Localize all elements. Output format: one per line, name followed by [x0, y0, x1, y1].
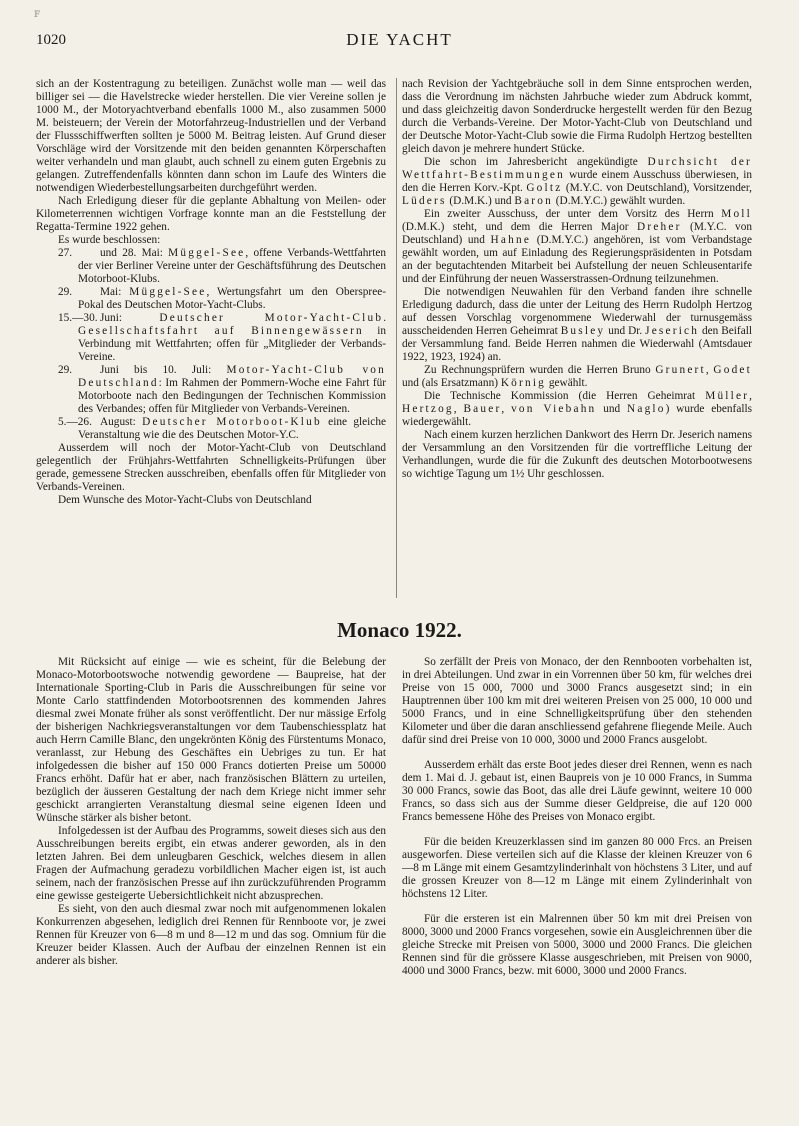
paragraph: nach Revision der Yachtgebräuche soll in dem Sinne entsprochen werden, dass die Verordnung im nächsten Jahrbuche wieder zum Abdruck kommt, und dass gleichzeitig davon Sonderdrucke hergestellt werden für den Bezug durch die Verbands-Vereine. Der Motor-Yacht-Club von Deutschland und der Deutsche Motor-Yacht-Club sowie die Firma Rudolph Hertzog bestellten gleich davon je mehrere hundert Stücke. — [402, 78, 752, 155]
text: eine gleiche Veranstaltung wie die des Deutschen Motor-Y.C. — [78, 416, 386, 441]
text: ) wurde ebenfalls wiedergewählt. — [402, 403, 753, 428]
person-name: Dreher — [637, 221, 682, 233]
article1-left-column — [36, 78, 386, 507]
margin-mark: ꜰ — [34, 6, 41, 20]
paragraph: sich an der Kostentragung zu beteiligen. Zunächst wolle man — weil das billiger sei — die Havelstrecke wieder herstellen. Die vier Vereine sollen je 1000 M., der Motoryachtverband ebenfalls 1000 M., also zusammen 5000 M. beisteuern; der Verein der Motorfahrzeug-Industriellen und der Verband der Flussschiffwerften sollten je 5000 M. Beitrag leisten. Auf Grund dieser Vorschläge wird der Vorsitzende mit den beiden genannten Körperschaften weiter verhandeln und man glaubt, auch schnell zu einem guten Ergebnis zu gelangen. Zutreffendenfalls könnten dann schon im Laufe des Winters die notwendigen Wiederbestellungsarbeiten durchgeführt werden. — [36, 78, 386, 194]
regatta-date: 15.—30. — [58, 312, 98, 324]
person-name: Müller — [705, 390, 750, 402]
text: wurde einem Ausschuss überwiesen, in den die Herren Korv.-Kpt. — [402, 169, 752, 194]
person-name: von Viebahn — [511, 403, 597, 415]
person-name: Hertzog — [402, 403, 454, 415]
text: gewählt. — [546, 377, 588, 389]
text: (M.Y.C. von Deutschland) und — [402, 221, 752, 246]
person-name: Busley — [560, 325, 606, 337]
article2-right-column — [402, 656, 752, 978]
paragraph: Infolgedessen ist der Aufbau des Programms, soweit dieses sich aus den Ausschreibungen bereits ergibt, ein etwas anderer geworden, als in den letzten Jahren. Bei dem unleugbaren Geschick, welches diesem in allen Fragen der Aufmachung geradezu vorbildlichen Macher eigen ist, ist auch seinem, nach der französischen Presse auf ihn zurückzuführenden Programm eine gewisse gesteigerte Uebersichtlichkeit nicht abzusprechen. — [36, 825, 386, 902]
paragraph: Es wurde beschlossen: — [58, 234, 161, 246]
text: und Dr. — [605, 325, 646, 337]
text: Die schon im Jahresbericht angekündigte — [424, 156, 648, 168]
page-number: 1020 — [36, 32, 66, 48]
paragraph: Nach Erledigung dieser für die geplante Abhaltung von Meilen- oder Kilometerrennen wichtigen Vorfrage konnte man an die Feststellung der Regatta-Termine 1922 gehen. — [36, 195, 386, 233]
regatta-item — [36, 286, 386, 312]
regatta-item — [36, 364, 386, 416]
person-name: Jeserich — [645, 325, 700, 337]
event-name: Gesellschaftsfahrt auf Binnengewässern — [78, 325, 364, 337]
text: : Im Rahmen der Pommern-Woche eine Fahrt für Motorboote nach den Bedingungen der Technischen Kommission des Verbandes; offen für Mitglieder von Verbands-Vereinen. — [78, 377, 386, 415]
text: Zu Rechnungsprüfern wurden die Herren Bruno — [424, 364, 656, 376]
text: , — [749, 390, 752, 402]
text: (D.M.K.) und — [446, 195, 515, 207]
paragraph: Für die ersteren ist ein Malrennen über 50 km mit drei Preisen von 8000, 3000 und 2000 Francs vorgesehen, sowie ein Ausgleichrennen über die gleiche Strecke mit Preisen von 5000, 3000 und 2000 Francs. Die gleichen Rennen sind für die grössere Klasse ausgeschrieben, mit Preisen von 9000, 4000 und 3000 Francs, bezw. mit 6000, 3000 und 2000 Francs. — [402, 913, 752, 977]
club-name: Deutscher Motorboot-Klub — [142, 416, 322, 428]
regatta-item — [36, 312, 386, 364]
paragraph: Für die beiden Kreuzerklassen sind im ganzen 80 000 Frcs. an Preisen ausgeworfen. Diese verteilen sich auf die Klasse der kleinen Kreuzer von 6—8 m Länge mit einem Gesamtzylinderinhalt von höchstens 3 Liter, und auf die grossen Kreuzer von 8—12 m Länge mit einem Zylinderinhalt von höchstens 12 Liter. — [402, 836, 752, 900]
text: . — [383, 312, 387, 324]
club-name: Deutscher Motor-Yacht-Club — [159, 312, 384, 324]
venue-name: Müggel-See — [129, 286, 207, 298]
text: und 28. Mai: — [100, 247, 169, 259]
person-name: Godet — [713, 364, 752, 376]
paragraph — [402, 364, 752, 390]
person-name: Hahne — [490, 234, 532, 246]
regatta-date: 5.—26. — [58, 416, 92, 428]
text: und (als Ersatzmann) — [402, 377, 501, 389]
paragraph: Nach einem kurzen herzlichen Dankwort des Herrn Dr. Jeserich namens der Versammlung an den Vorsitzenden für die vortreffliche Leitung der Verhandlungen, wurde die für die Zukunft des deutschen Motorbootwesens so wichtige Tagung um 1½ Uhr geschlossen. — [402, 429, 752, 480]
person-name: Baron — [514, 195, 553, 207]
text: Juni: — [100, 312, 160, 324]
paragraph: Dem Wunsche des Motor-Yacht-Clubs von Deutschland — [58, 494, 312, 506]
text: in Verbindung mit Wettfahrten; offen für „Mitglieder der Verbands-Vereine. — [78, 325, 386, 363]
person-name: Lüders — [402, 195, 447, 207]
person-name: Körnig — [500, 377, 547, 389]
text: , Wertungsfahrt um den Oberspree-Pokal des Deutschen Motor-Yacht-Clubs. — [78, 286, 386, 311]
column-divider — [396, 78, 397, 598]
text: und — [596, 403, 627, 415]
person-name: Grunert — [655, 364, 706, 376]
text: (M.Y.C. von Deutschland), Vorsitzender, — [562, 182, 752, 194]
paragraph: Mit Rücksicht auf einige — wie es scheint, für die Belebung der Monaco-Motorbootswoche notwendig gewordene — Baupreise, hat der Internationale Sporting-Club in Paris die Ausschreibungen für seine vor Monte Carlo stattfindenden Motorbootsrennen des kommenden Jahres diesmal zwei Monate früher als sonst veröffentlicht. Der nur mässige Erfolg der bisherigen Nachkriegsveranstaltungen vor dem Taubenschiessplatz hat auch Herrn Camille Blanc, den ungekrönten König des Fürstentums Monaco, veranlasst, zur Hebung des Geschäftes ein Uebriges zu tun. Er hat infolgedessen die bisher auf 150 000 Francs dotierten Preise um 50000 Francs erhöht. Dafür hat er aber, nach französischen Blättern zu urteilen, bezüglich der äusseren Gestaltung der nach dem Kriege nicht immer sehr geschickt arrangierten Veranstaltung diesmal seine eigenen Ideen und Wünsche stärker als bisher betont. — [36, 656, 386, 824]
regatta-date: 29. — [58, 286, 73, 298]
venue-name: Müggel-See — [168, 247, 246, 259]
running-title: DIE YACHT — [346, 30, 453, 49]
article-title: Monaco 1922. — [337, 618, 462, 642]
paragraph: Ausserdem erhält das erste Boot jedes dieser drei Rennen, wenn es nach dem 1. Mai d. J. gebaut ist, einen Baupreis von je 10 000 Francs, in Summa 30 000 Francs, sowie das Boot, das alle drei Läufe gewinnt, weitere 10 000 Francs, so dass sich aus der Summe dieser Geldpreise, die auf 120 000 Francs bemessene Höhe des Preises von Monaco ergibt. — [402, 759, 752, 823]
text: Die notwendigen Neuwahlen für den Verband fanden ihre schnelle Erledigung dadurch, dass die unter der Leitung des Herrn Rudolph Hertzog auf dessen Vorschlag vorgenommene Wiederwahl der turnusgemäss ausscheidenden Herren Geheimrat — [402, 286, 752, 337]
person-name: Moll — [721, 208, 752, 220]
regatta-date: 27. — [58, 247, 73, 259]
page-header — [36, 28, 763, 52]
text: August: — [100, 416, 143, 428]
club-name: Motor-Yacht-Club von Deutschland — [78, 364, 387, 389]
text: , — [501, 403, 512, 415]
paragraph — [402, 286, 752, 364]
text: , — [705, 364, 714, 376]
regatta-item — [36, 416, 386, 442]
paragraph: Ausserdem will noch der Motor-Yacht-Club von Deutschland gelegentlich der Frühjahrs-Wettfahrten Schnelligkeits-Prüfungen über gerade, gemessene Strecken ausschreiben, ebenfalls offen für Mitglieder von Verbands-Vereinen. — [36, 442, 386, 493]
text: Mai: — [100, 286, 130, 298]
person-name: Naglo — [627, 403, 666, 415]
paragraph: So zerfällt der Preis von Monaco, der den Rennbooten vorbehalten ist, in drei Abteilungen. Und zwar in ein Vorrennen über 50 km, für welches drei Preise von 15 000, 7000 und 3000 Francs ausgesetzt sind; in ein Hauptrennen über 100 km mit drei weiteren Preisen von 25 000, 10 000 und 5000 Francs, und in eine Schnelligkeitsprüfung über den stehenden Kilometer und über die daran anschliessend gefahrene fliegende Meile. Auch dafür sind drei Preise von 10 000, 3000 und 2000 Francs ausgelobt. — [402, 656, 752, 746]
regatta-item — [36, 247, 386, 286]
person-name: Goltz — [526, 182, 563, 194]
paragraph — [402, 390, 752, 429]
text: , — [453, 403, 464, 415]
paragraph — [402, 156, 752, 208]
paragraph — [402, 208, 752, 286]
text: (D.M.Y.C.) angehören, ist vom Verbandstage gewählt worden, um auf Einladung des Regierungspräsidenten in Potsdam an der begutachtenden Mitarbeit bei Aufstellung der neuen Schleusentarife und der Einführung der neuen Wasserstrassen-Ordnung teilzunehmen. — [402, 234, 752, 285]
text: (D.M.Y.C.) gewählt wurden. — [552, 195, 686, 207]
regatta-date: 29. — [58, 364, 73, 376]
article2-left-column — [36, 656, 386, 968]
text: Juni bis 10. Juli: — [100, 364, 227, 376]
text: (D.M.K.) steht, und dem die Herren Major — [402, 221, 638, 233]
person-name: Bauer — [463, 403, 502, 415]
text: , offene Verbands-Wettfahrten der vier Berliner Vereine unter der Geschäftsführung des Deutschen Motorboot-Klubs. — [78, 247, 386, 285]
emphasis: Durchsicht der Wettfahrt-Bestimmungen — [402, 156, 752, 181]
text: den Beifall der Versammlung fand. Beide Herren nahmen die Wiederwahl (Amtsdauer 1922, 1923, 1924) an. — [402, 325, 752, 363]
text: Die Technische Kommission (die Herren Geheimrat — [424, 390, 706, 402]
article1-right-column — [402, 78, 752, 481]
text: Ein zweiter Ausschuss, der unter dem Vorsitz des Herrn — [424, 208, 722, 220]
paragraph: Es sieht, von den auch diesmal zwar noch mit aufgenommenen lokalen Konkurrenzen abgesehen, lediglich drei Rennen für Rennboote vor, je zwei Rennen für Kreuzer von 6—8 m und 8—12 m und das sog. Omnium für die Kreuzer beider Klassen. Auch der Aufbau der einzelnen Rennen ist ein anderer als bisher. — [36, 903, 386, 967]
